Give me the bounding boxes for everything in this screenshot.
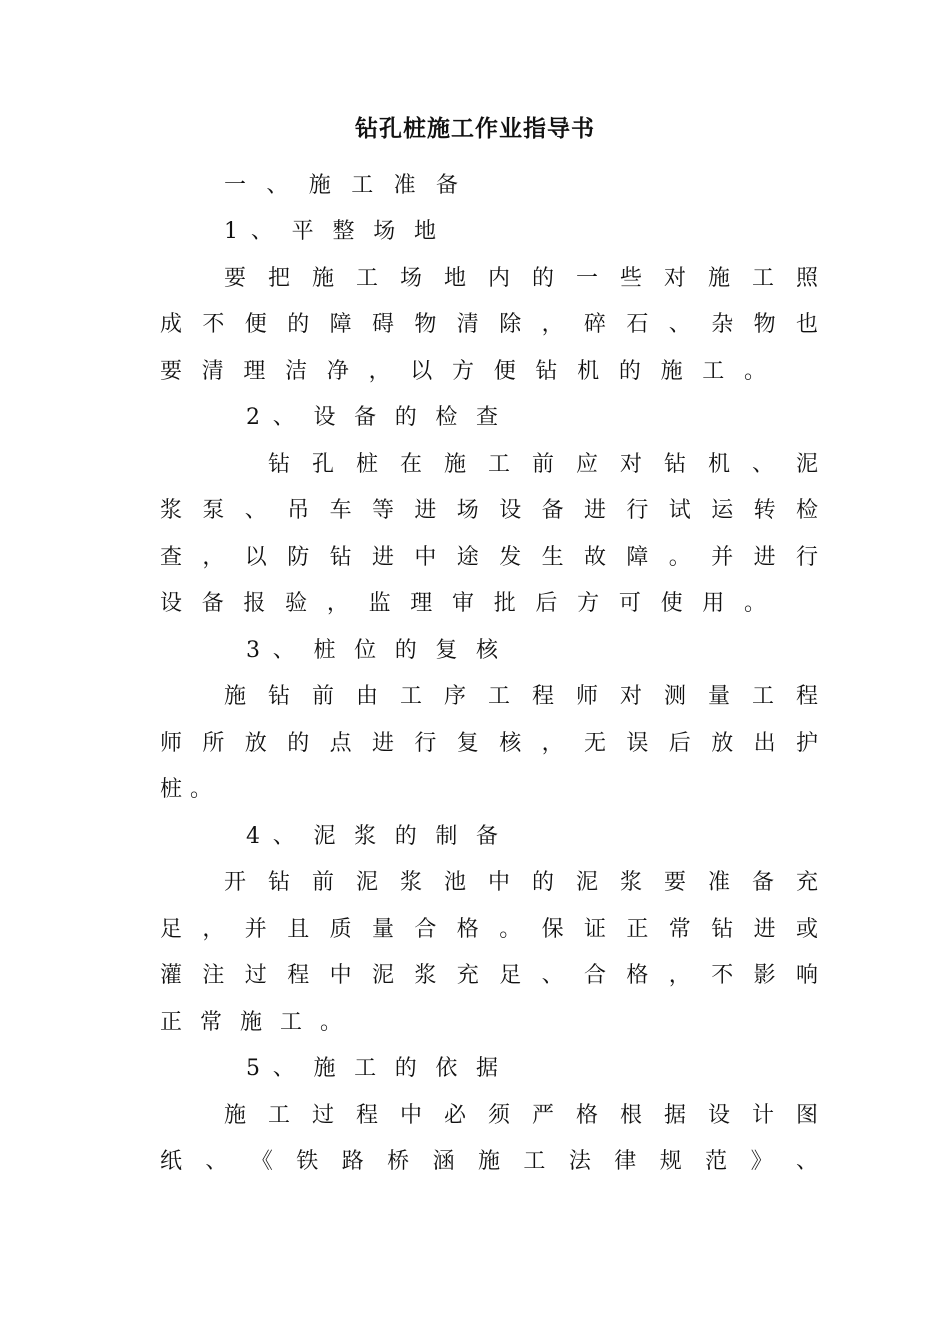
paragraph-line: 施 工 过 程 中 必 须 严 格 根 据 设 计 图: [224, 1103, 818, 1128]
paragraph-line: 纸 、 《 铁 路 桥 涵 施 工 法 律 规 范 》 、: [160, 1149, 818, 1174]
subheading-4: 4 、 泥 浆 的 制 备: [246, 824, 498, 849]
paragraph-line: 成 不 便 的 障 碍 物 清 除 ， 碎 石 、 杂 物 也: [160, 312, 818, 337]
paragraph-line: 浆 泵 、 吊 车 等 进 场 设 备 进 行 试 运 转 检: [160, 498, 818, 523]
paragraph-line: 师 所 放 的 点 进 行 复 核 ， 无 误 后 放 出 护: [160, 731, 818, 756]
paragraph-line: 施 钻 前 由 工 序 工 程 师 对 测 量 工 程: [224, 684, 818, 709]
paragraph-line: 要 清 理 洁 净 ， 以 方 便 钻 机 的 施 工 。: [160, 359, 766, 384]
section-heading-1: 一 、 施 工 准 备: [224, 173, 458, 198]
paragraph-line: 开 钻 前 泥 浆 池 中 的 泥 浆 要 准 备 充: [224, 870, 818, 895]
paragraph-line: 足 ， 并 且 质 量 合 格 。 保 证 正 常 钻 进 或: [160, 917, 818, 942]
paragraph-line: 设 备 报 验 ， 监 理 审 批 后 方 可 使 用 。: [160, 591, 766, 616]
paragraph-line: 要 把 施 工 场 地 内 的 一 些 对 施 工 照: [224, 266, 818, 291]
subheading-5: 5 、 施 工 的 依 据: [246, 1056, 498, 1081]
paragraph-line: 钻 孔 桩 在 施 工 前 应 对 钻 机 、 泥: [268, 452, 818, 477]
paragraph-line: 灌 注 过 程 中 泥 浆 充 足 、 合 格 ， 不 影 响: [160, 963, 818, 988]
subheading-3: 3 、 桩 位 的 复 核: [246, 638, 498, 663]
paragraph-line: 正 常 施 工 。: [160, 1010, 342, 1035]
paragraph-line: 桩 。: [160, 777, 212, 802]
subheading-2: 2 、 设 备 的 检 查: [246, 405, 498, 430]
paragraph-line: 查 ， 以 防 钻 进 中 途 发 生 故 障 。 并 进 行: [160, 545, 818, 570]
document-title: 钻孔桩施工作业指导书: [355, 115, 595, 142]
subheading-1: 1 、 平 整 场 地: [224, 219, 436, 244]
